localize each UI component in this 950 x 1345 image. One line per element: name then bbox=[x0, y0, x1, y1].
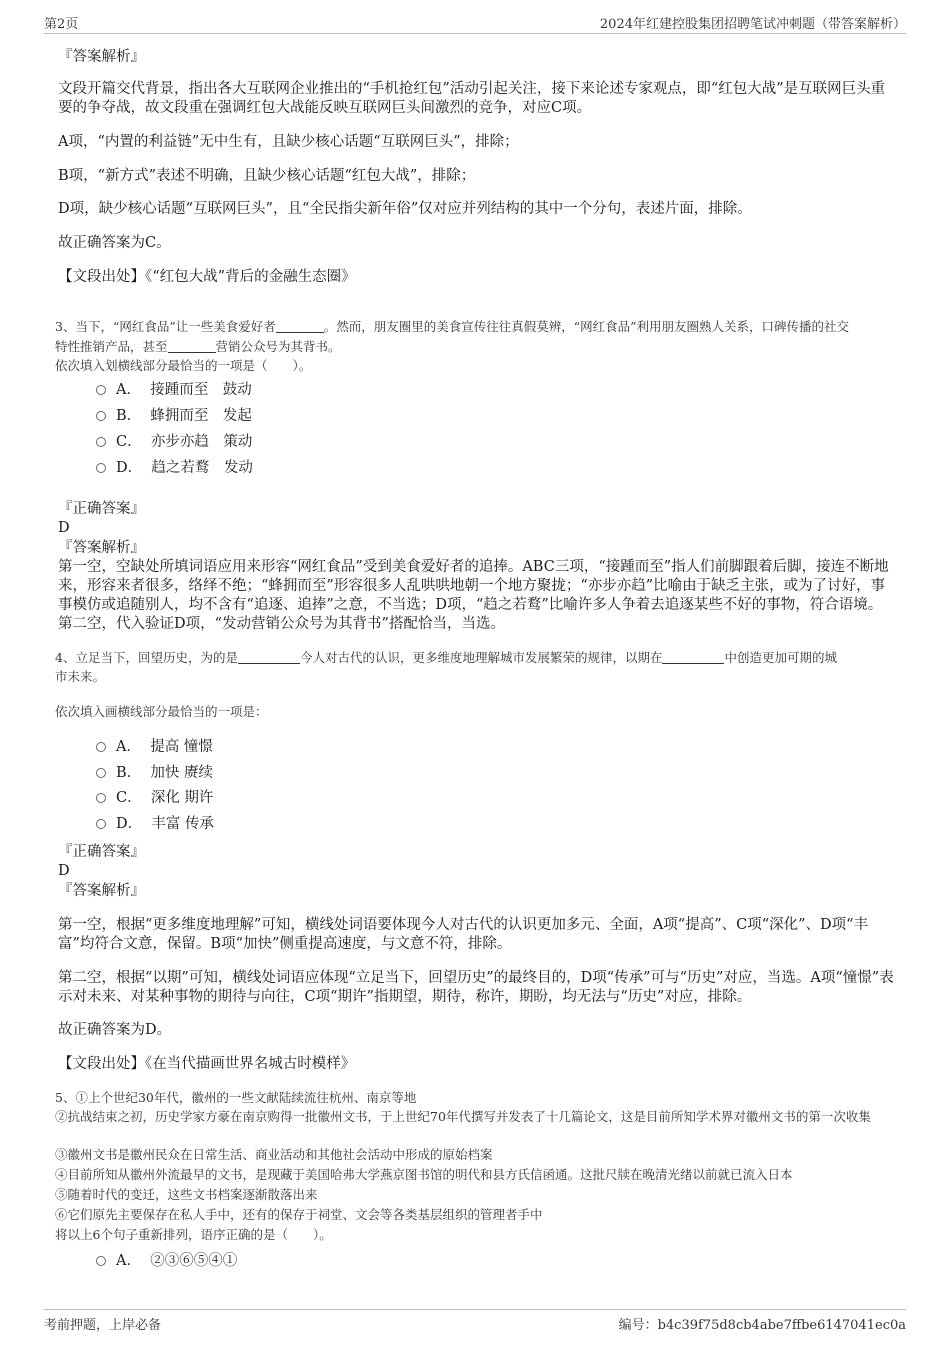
question-3-stem: 3、当下，“网红食品”让一些美食爱好者 。然而，朋友圈里的美食宣传往往真假莫辨，“网红食品”利用朋友圈熟人关系，口碑传播的社交 bbox=[55, 319, 850, 334]
sentence-6: ⑥它们原先主要保存在私人手中，还有的保存于祠堂、文会等各类基层组织的管理者手中 bbox=[55, 1207, 543, 1222]
analysis-paragraph: 第一空，根据“更多维度地理解”可知，横线处词语要体现今人对古代的认识更加多元、全面，A项“提高”、C项“深化”、D项“丰富”均符合文意，保留。B项“加快”侧重提高速度，与文意不符，排除。 bbox=[58, 917, 869, 952]
footer-rule bbox=[44, 1309, 906, 1310]
document-code: 编号：b4c39f75d8cb4abe7ffbe6147041ec0a bbox=[618, 1318, 906, 1333]
document-title: 2024年红建控股集团招聘笔试冲刺题（带答案解析） bbox=[599, 17, 906, 32]
question-4-stem-continued: 市未来。 bbox=[55, 669, 106, 684]
question-5-prompt: 将以上6个句子重新排列，语序正确的是（ ）。 bbox=[55, 1227, 332, 1242]
radio-icon[interactable] bbox=[96, 411, 106, 421]
option-b[interactable]: B． 加快 赓续 bbox=[96, 763, 213, 783]
correct-answer: D bbox=[58, 520, 70, 536]
option-a[interactable]: A． ②③⑥⑤④① bbox=[96, 1251, 237, 1271]
radio-icon[interactable] bbox=[96, 1256, 106, 1266]
question-3-stem-continued: 特性推销产品，甚至 营销公众号为其背书。 bbox=[55, 339, 341, 354]
passage-source: 【文段出处】《“红包大战”背后的金融生态圈》 bbox=[58, 269, 356, 285]
analysis-paragraph: 第二空，根据“以期”可知，横线处词语应体现“立足当下，回望历史”的最终目的，D项“传承”可与“历史”对应，当选。A项“憧憬”表示对未来、对某种事物的期待与向往，C项“期许”指期望，期待，称许，期盼，均无法与“历史”对应，排除。 bbox=[58, 970, 894, 1005]
sentence-2: ②抗战结束之初，历史学家方豪在南京购得一批徽州文书，于上世纪70年代撰写并发表了十几篇论文，这是目前所知学术界对徽州文书的第一次收集 bbox=[55, 1109, 871, 1124]
analysis-paragraph: 第一空，空缺处所填词语应用来形容“网红食品”受到美食爱好者的追捧。ABC三项，“接踵而至”指人们前脚跟着后脚，接连不断地来，形容来者很多，络绎不绝；“蜂拥而至”形容很多人乱哄哄地朝一个地方聚拢；“亦步亦趋”比喻由于缺乏主张，或为了讨好，事事模仿或追随别人，均不含有“追逐、追捧”之意，不当选；D项，“趋之若鹜”比喻许多人争着去追逐某些不好的事物，符合语境。第二空，代入验证D项，“发动营销公众号为其背书”搭配恰当，当选。 bbox=[58, 559, 889, 632]
sentence-5: ⑤随着时代的变迁，这些文书档案逐渐散落出来 bbox=[55, 1187, 318, 1202]
sentence-1: 5、①上个世纪30年代，徽州的一些文献陆续流往杭州、南京等地 bbox=[55, 1090, 417, 1105]
option-a[interactable]: A． 提高 憧憬 bbox=[96, 737, 213, 757]
radio-icon[interactable] bbox=[96, 463, 106, 473]
analysis-option-b: B项，“新方式”表述不明确，且缺少核心话题“红包大战”，排除； bbox=[58, 168, 476, 184]
radio-icon[interactable] bbox=[96, 768, 106, 778]
sentence-3: ③徽州文书是徽州民众在日常生活、商业活动和其他社会活动中形成的原始档案 bbox=[55, 1147, 493, 1162]
blank-line bbox=[168, 339, 216, 353]
header-rule bbox=[44, 33, 906, 34]
question-4-prompt: 依次填入画横线部分最恰当的一项是： bbox=[55, 704, 268, 719]
passage-source: 【文段出处】《在当代描画世界名城古时模样》 bbox=[58, 1056, 356, 1072]
analysis-option-d: D项，缺少核心话题“互联网巨头”，且“全民指尖新年俗”仅对应并列结构的其中一个分句，表述片面，排除。 bbox=[58, 201, 752, 217]
radio-icon[interactable] bbox=[96, 819, 106, 829]
analysis-heading: 『答案解析』 bbox=[58, 49, 145, 65]
question-3-prompt: 依次填入划横线部分最恰当的一项是（ ）。 bbox=[55, 358, 312, 373]
sentence-4: ④目前所知从徽州外流最早的文书，是现藏于美国哈弗大学燕京图书馆的明代和县方氏信函通。这批尺牍在晚清光绪以前就已流入日本 bbox=[55, 1167, 793, 1182]
radio-icon[interactable] bbox=[96, 385, 106, 395]
analysis-conclusion: 故正确答案为C。 bbox=[58, 235, 171, 251]
option-a[interactable]: A． 接踵而至 鼓动 bbox=[96, 380, 252, 400]
analysis-option-a: A项，“内置的利益链”无中生有，且缺少核心话题“互联网巨头”，排除； bbox=[58, 134, 519, 150]
blank-line bbox=[238, 650, 300, 664]
option-b[interactable]: B． 蜂拥而至 发起 bbox=[96, 406, 252, 426]
analysis-heading: 『答案解析』 bbox=[58, 540, 145, 556]
option-c[interactable]: C． 亦步亦趋 策动 bbox=[96, 432, 252, 452]
option-d[interactable]: D． 丰富 传承 bbox=[96, 814, 214, 834]
answer-heading: 『正确答案』 bbox=[58, 844, 145, 860]
option-d[interactable]: D． 趋之若鹜 发动 bbox=[96, 458, 253, 478]
analysis-heading: 『答案解析』 bbox=[58, 883, 145, 899]
radio-icon[interactable] bbox=[96, 437, 106, 447]
correct-answer: D bbox=[58, 863, 70, 879]
analysis-paragraph: 文段开篇交代背景，指出各大互联网企业推出的“手机抢红包”活动引起关注，接下来论述专家观点，即“红包大战”是互联网巨头重要的争夺战，故文段重在强调红包大战能反映互联网巨头间激烈的竞争，对应C项。 bbox=[58, 81, 886, 116]
blank-line bbox=[276, 319, 324, 333]
footer-slogan: 考前押题，上岸必备 bbox=[44, 1318, 162, 1333]
answer-heading: 『正确答案』 bbox=[58, 501, 145, 517]
question-4-stem: 4、立足当下，回望历史，为的是 今人对古代的认识，更多维度地理解城市发展繁荣的规律，以期在 中创造更加可期的城 bbox=[55, 650, 837, 665]
blank-line bbox=[662, 650, 724, 664]
option-c[interactable]: C． 深化 期许 bbox=[96, 788, 213, 808]
radio-icon[interactable] bbox=[96, 793, 106, 803]
page-number: 第2页 bbox=[44, 17, 79, 32]
analysis-conclusion: 故正确答案为D。 bbox=[58, 1022, 172, 1038]
radio-icon[interactable] bbox=[96, 742, 106, 752]
